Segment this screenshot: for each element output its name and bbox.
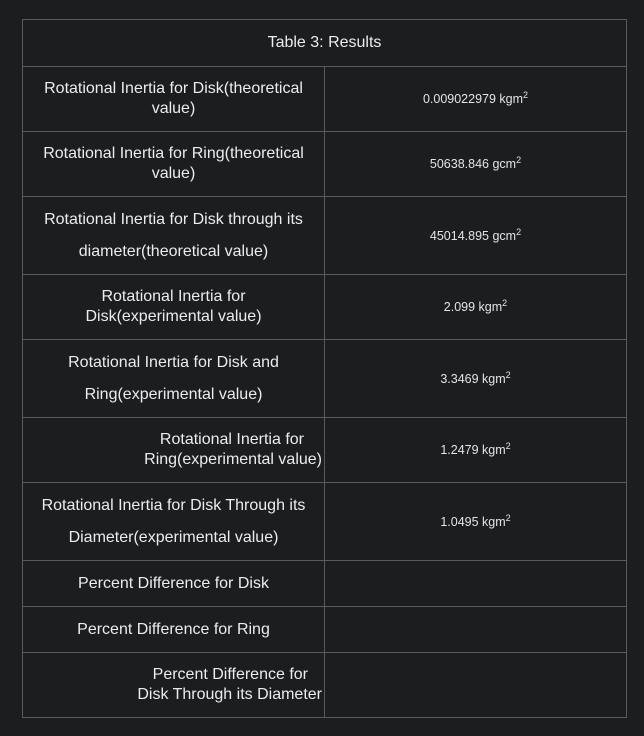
row-label-line: Disk Through its Diameter [137,686,322,703]
row-label [23,197,325,275]
unit-exponent: 2 [523,90,529,100]
row-value [325,653,627,718]
row-value [325,340,627,418]
row-label-line: Rotational Inertia for [159,431,304,448]
row-label-line: Percent Difference for Ring [77,620,270,638]
value-text: 1.0495 kgm [440,514,506,529]
row-value [325,275,627,340]
row-label-line: Percent Difference for Disk [78,574,269,592]
row-label-line: value) [151,165,196,182]
table-caption-row [23,20,627,67]
row-value [325,483,627,561]
table-row [23,483,627,561]
row-label [23,340,325,418]
row-label-line: Ring(experimental value) [84,385,263,403]
row-label-line: Rotational Inertia for Disk(theoretical [44,80,303,97]
unit-exponent: 2 [505,369,511,380]
value-text: 45014.895 gcm [429,228,517,243]
row-value [325,197,627,275]
table-row [23,653,627,718]
row-value [325,67,627,132]
row-label-line: diameter(theoretical value) [78,242,269,260]
row-label-line: Percent Difference for [152,666,308,683]
row-label [23,653,325,718]
unit-exponent: 2 [505,512,511,523]
results-table [22,19,627,718]
row-label [23,418,325,483]
row-label-line: Rotational Inertia for [101,288,246,305]
unit-exponent: 2 [516,155,522,165]
row-label [23,67,325,132]
row-label-line: Ring(experimental value) [144,451,322,468]
row-value [325,418,627,483]
row-label-line: value) [151,100,196,117]
row-label-line: Rotational Inertia for Disk through its [44,210,303,228]
table-row [23,132,627,197]
row-value [325,607,627,653]
unit-exponent: 2 [502,298,508,308]
table-row [23,275,627,340]
table-row [23,607,627,653]
unit-exponent: 2 [516,226,522,237]
row-label [23,483,325,561]
row-label-line: Rotational Inertia for Disk and [68,353,279,371]
value-text: 1.2479 kgm [440,443,506,457]
row-label [23,132,325,197]
row-value [325,561,627,607]
table-row [23,418,627,483]
row-label [23,561,325,607]
row-label-line: Rotational Inertia for Ring(theoretical [43,145,304,162]
value-text: 3.3469 kgm [440,371,506,386]
table-row [23,67,627,132]
row-label [23,607,325,653]
value-text: 50638.846 gcm [429,157,517,171]
row-label [23,275,325,340]
table-row [23,340,627,418]
table-row [23,561,627,607]
value-text: 0.009022979 kgm [422,92,524,106]
value-text: 2.099 kgm [443,300,503,314]
row-label-line: Disk(experimental value) [85,308,262,325]
table-caption: Table 3: Results [23,20,627,67]
row-label-line: Rotational Inertia for Disk Through its [41,496,306,514]
table-row [23,197,627,275]
unit-exponent: 2 [505,441,511,451]
row-value [325,132,627,197]
row-label-line: Diameter(experimental value) [68,528,279,546]
